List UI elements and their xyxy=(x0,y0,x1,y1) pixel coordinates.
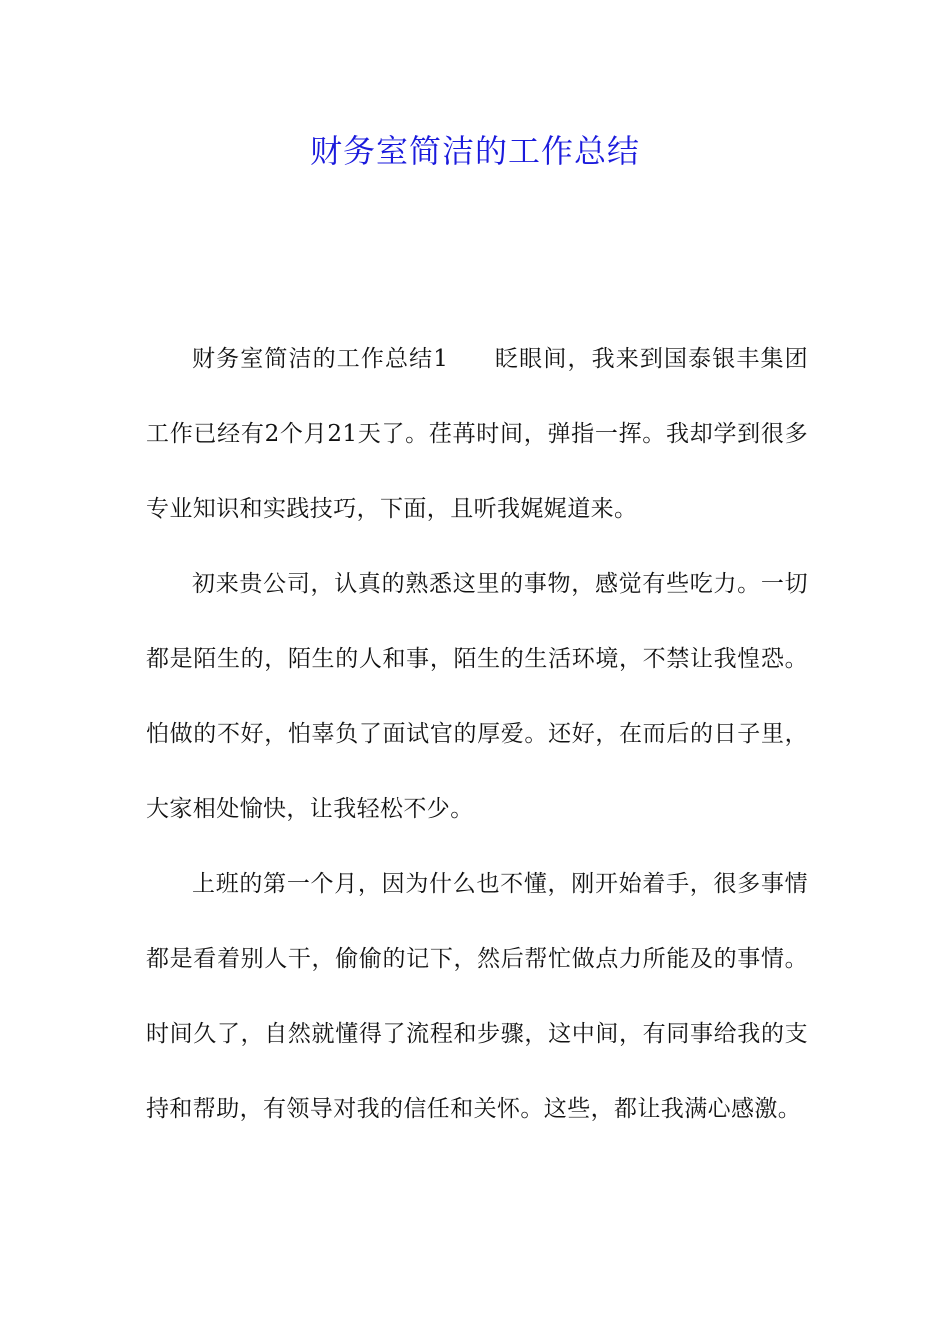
paragraph-lead: 财务室简洁的工作总结1 xyxy=(192,346,449,372)
document-body xyxy=(146,322,808,1147)
paragraph-2: 初来贵公司，认真的熟悉这里的事物，感觉有些吃力。一切都是陌生的，陌生的人和事，陌生的生活环境，不禁让我惶恐。怕做的不好，怕辜负了面试官的厚爱。还好，在而后的日子里，大家相处愉快，让我轻松不少。 xyxy=(146,571,808,822)
paragraph-text: 眨眼间，我来到国泰银丰集团工作已经有2个月21天了。荏苒时间，弹指一挥。我却学到很多专业知识和实践技巧，下面，且听我娓娓道来。 xyxy=(146,346,808,522)
paragraph-1 xyxy=(146,322,808,547)
paragraph-3: 上班的第一个月，因为什么也不懂，刚开始着手，很多事情都是看着别人干，偷偷的记下，然后帮忙做点力所能及的事情。时间久了，自然就懂得了流程和步骤，这中间，有同事给我的支持和帮助，有领导对我的信任和关怀。这些，都让我满心感激。 xyxy=(146,871,808,1122)
document-title: 财务室简洁的工作总结 xyxy=(309,132,640,170)
